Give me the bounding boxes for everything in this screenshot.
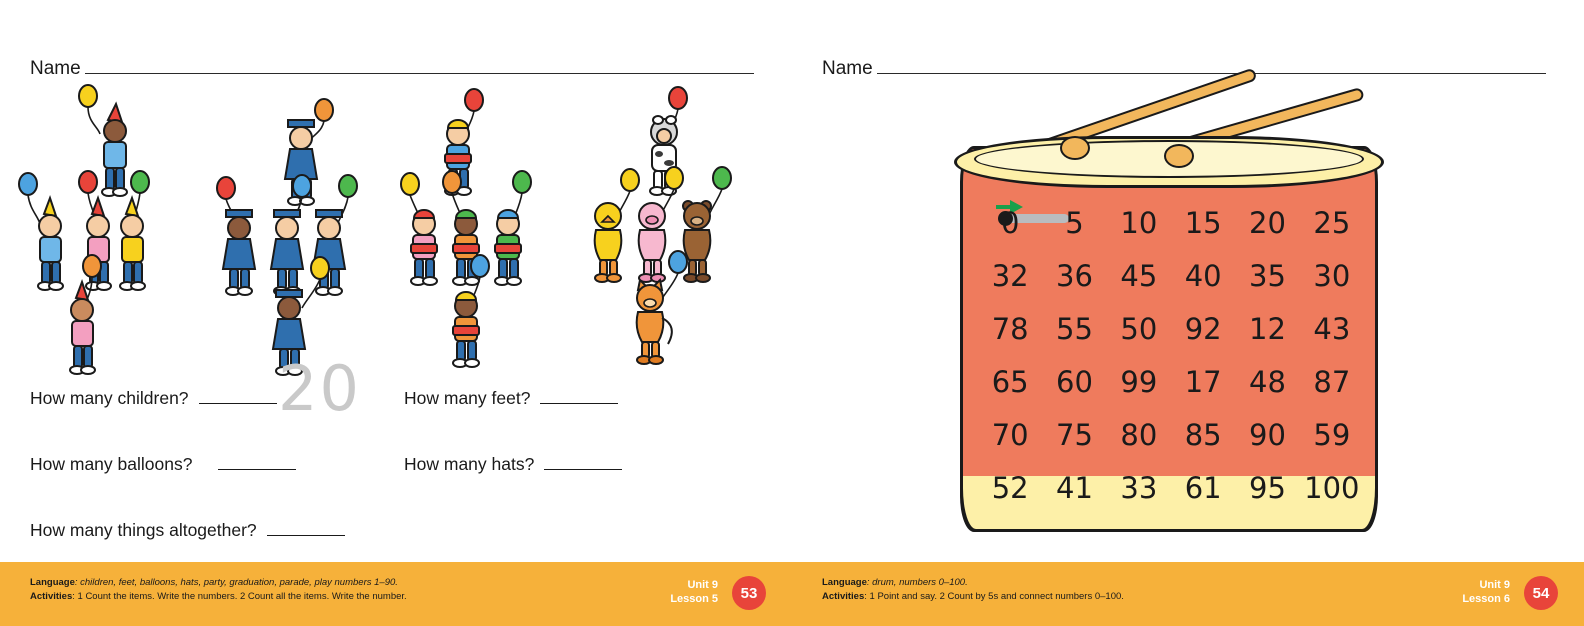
number-grid [978,196,1364,514]
number-cell[interactable]: 65 [991,364,1029,399]
number-cell[interactable]: 30 [1313,258,1351,293]
footer-language-text: : children, feet, balloons, hats, party, graduation, parade, play numbers 1–90. [74,577,398,588]
illustration-children-costumes [588,86,748,348]
number-cell[interactable]: 40 [1184,258,1222,293]
question-text: How many hats? [404,454,535,474]
number-cell[interactable]: 17 [1184,364,1222,399]
unit-label: Unit 9 [687,579,718,591]
number-cell[interactable]: 70 [991,417,1029,452]
number-cell[interactable]: 60 [1056,364,1093,399]
unit-lesson-block [670,578,718,606]
answer-line-children[interactable] [199,390,277,404]
illustration-children-party [20,82,170,347]
number-cell[interactable]: 43 [1313,311,1351,346]
name-write-line[interactable] [877,73,1546,74]
number-cell[interactable]: 59 [1313,417,1351,452]
answer-line-balloons[interactable] [218,456,296,470]
question-how-many-feet [404,388,618,409]
illustration-drum [952,78,1392,538]
question-how-many-children [30,388,277,409]
question-text: How many things altogether? [30,520,257,540]
number-cell[interactable]: 32 [991,258,1029,293]
question-how-many-hats [404,454,622,475]
number-cell[interactable]: 87 [1313,364,1351,399]
number-cell[interactable]: 95 [1249,470,1286,505]
answer-line-altogether[interactable] [267,522,345,536]
number-cell[interactable]: 10 [1120,205,1158,240]
question-text: How many children? [30,388,189,408]
unit-lesson-block [1462,578,1510,606]
footer-activities-text: : 1 Count the items. Write the numbers. 2 Count all the items. Write the number. [72,591,407,602]
number-cell[interactable]: 80 [1120,417,1158,452]
name-field-row [30,58,754,80]
number-cell[interactable]: 85 [1184,417,1222,452]
number-cell[interactable]: 99 [1120,364,1158,399]
name-label: Name [822,58,873,79]
number-cell[interactable]: 100 [1304,470,1360,505]
name-label: Name [30,58,81,79]
number-cell[interactable]: 78 [991,311,1029,346]
number-cell[interactable]: 92 [1184,311,1222,346]
page-number-badge: 54 [1524,576,1558,610]
right-page-footer [792,562,1584,626]
footer-activities-label: Activities [822,591,865,602]
drumstick-tip-right [1164,144,1194,168]
question-text: How many feet? [404,388,531,408]
number-cell[interactable]: 61 [1184,470,1222,505]
answer-line-feet[interactable] [540,390,618,404]
number-cell[interactable]: 75 [1056,417,1093,452]
answer-children-handwriting: 20 [278,352,361,425]
lesson-label: Lesson 5 [670,593,718,605]
drumstick-tip-left [1060,136,1090,160]
number-cell[interactable]: 0 [1000,205,1020,240]
number-cell[interactable]: 35 [1249,258,1286,293]
right-page [792,0,1584,626]
answer-line-hats[interactable] [544,456,622,470]
name-write-line[interactable] [85,73,754,74]
question-how-many-balloons [30,454,296,475]
question-how-many-altogether [30,520,345,541]
footer-notes [822,576,1124,604]
footer-language-text: : drum, numbers 0–100. [866,577,968,588]
footer-notes [30,576,407,604]
number-cell[interactable]: 15 [1184,205,1222,240]
name-field-row [822,58,1546,80]
number-cell[interactable]: 41 [1056,470,1093,505]
footer-language-label: Language [30,577,75,588]
page-number-badge: 53 [732,576,766,610]
left-page-footer [0,562,792,626]
number-cell[interactable]: 52 [991,470,1029,505]
number-cell[interactable]: 90 [1249,417,1286,452]
footer-language-label: Language [822,577,867,588]
illustration-children-graduation [218,92,368,347]
number-cell[interactable]: 20 [1249,205,1286,240]
footer-activities-label: Activities [30,591,73,602]
number-cell[interactable]: 5 [1065,205,1084,240]
number-cell[interactable]: 55 [1056,311,1093,346]
number-cell[interactable]: 50 [1120,311,1158,346]
unit-label: Unit 9 [1479,579,1510,591]
number-cell[interactable]: 12 [1249,311,1286,346]
number-cell[interactable]: 36 [1056,258,1093,293]
number-cell[interactable]: 48 [1249,364,1286,399]
number-cell[interactable]: 45 [1120,258,1158,293]
footer-activities-text: : 1 Point and say. 2 Count by 5s and connect numbers 0–100. [864,591,1124,602]
lesson-label: Lesson 6 [1462,593,1510,605]
question-text: How many balloons? [30,454,193,474]
number-cell[interactable]: 33 [1120,470,1158,505]
number-cell[interactable]: 25 [1313,205,1351,240]
illustration-children-parade [400,88,550,348]
